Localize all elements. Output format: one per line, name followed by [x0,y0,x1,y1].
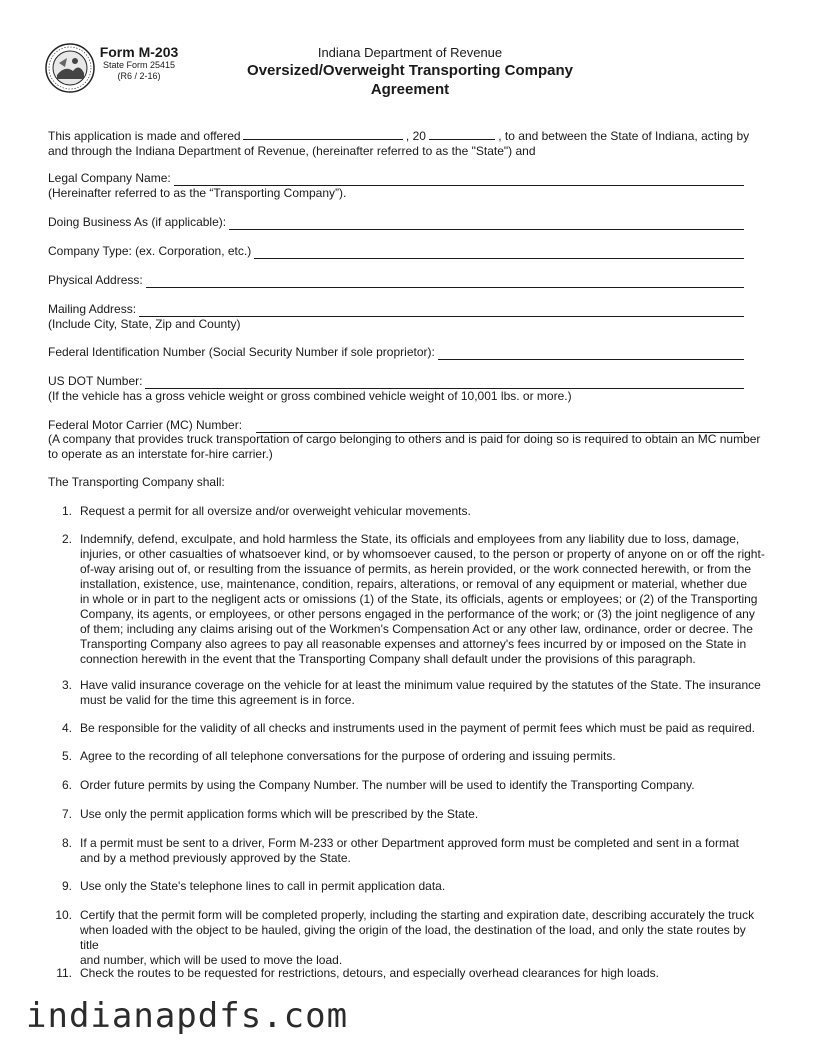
item-line: of them; including any claims arising out of the Workmen's Compensation Act or any other law, ordinance, order or decree. The [80,622,753,636]
fein-row [48,345,744,360]
item-text [72,778,766,793]
item-line: Agree to the recording of all telephone conversations for the purpose of ordering and issuing permits. [80,749,616,763]
item-text [72,908,766,968]
item-number: 1. [61,504,72,518]
mailing-address-label: Mailing Address: [48,302,137,316]
item-line: Indemnify, defend, exculpate, and hold harmless the State, its officials and employees from any liability due to loss, damage, [80,532,740,546]
shall-intro: The Transporting Company shall: [48,475,225,489]
state-form-number: State Form 25415 [102,60,176,70]
item-line: and number, which will be used to move the load. [80,953,343,967]
item-number: 3. [61,678,72,692]
item-text [72,966,766,981]
intro-paragraph [48,128,768,159]
item-line: Check the routes to be requested for restrictions, detours, and especially overhead clearances for high loads. [80,966,659,980]
document-title-line1: Oversized/Overweight Transporting Company [247,62,573,79]
list-item [48,678,766,708]
list-item [48,908,766,968]
dba-label: Doing Business As (if applicable): [48,215,227,229]
item-line: installation, existence, use, maintenance, condition, repairs, alterations, or removal of any equipment or material, whether due [80,577,748,591]
physical-address-row [48,273,744,288]
dba-field[interactable] [229,216,744,230]
list-item [48,879,766,894]
item-number: 10. [55,908,72,922]
legal-name-note: (Hereinafter referred to as the “Transporting Company”). [48,186,347,200]
item-number: 2. [61,532,72,546]
mc-note-line: (A company that provides truck transportation of cargo belonging to others and is paid for doing so is required to obtain an MC number [48,432,761,446]
mc-note [48,432,788,462]
company-type-row [48,244,744,259]
list-item [48,966,766,981]
item-text [72,749,766,764]
item-text [72,807,766,822]
list-item [48,778,766,793]
intro-text-3: , to and between the State of Indiana, acting by [498,129,750,143]
site-watermark: indianapdfs.com [26,996,349,1036]
intro-text-2: , 20 [405,129,426,143]
usdot-row [48,374,744,389]
physical-address-field[interactable] [146,274,744,288]
mc-field[interactable] [256,419,744,433]
company-type-field[interactable] [254,245,744,259]
fein-field[interactable] [438,346,744,360]
document-title-line2: Agreement [370,81,450,98]
item-number: 8. [61,836,72,850]
item-number: 11. [56,966,72,980]
physical-address-label: Physical Address: [48,273,143,287]
company-type-label: Company Type: (ex. Corporation, etc.) [48,244,252,258]
item-line: Be responsible for the validity of all checks and instruments used in the payment of permit fees which must be paid as required. [80,721,756,735]
item-line: Certify that the permit form will be completed properly, including the starting and expiration date, describing accurately the truck [80,908,755,922]
item-text [72,504,766,519]
list-item [48,504,766,519]
item-line: Transporting Company also agrees to pay all reasonable expenses and attorney's fees incurred by or imposed on the State in [80,637,747,651]
item-line: connection herewith in the event that the Transporting Company shall default under the provisions of this paragraph. [80,652,696,666]
intro-text-1: This application is made and offered [48,129,241,143]
item-line: Request a permit for all oversize and/or overweight vehicular movements. [80,504,471,518]
item-number: 9. [61,879,72,893]
form-number: Form M-203 [99,44,179,60]
application-year-field[interactable] [429,128,495,140]
item-text [72,678,766,708]
legal-name-label: Legal Company Name: [48,171,171,185]
usdot-label: US DOT Number: [48,374,143,388]
mailing-address-note: (Include City, State, Zip and County) [48,317,241,331]
state-seal-icon [45,43,95,93]
usdot-note: (If the vehicle has a gross vehicle weight or gross combined vehicle weight of 10,001 lbs. or more.) [48,389,572,403]
list-item [48,836,766,866]
mailing-address-row [48,302,744,317]
form-identifier [99,44,179,82]
legal-name-row [48,171,744,186]
item-number: 5. [61,749,72,763]
item-number: 6. [61,778,72,792]
item-line: Company, its agents, or employees, or other persons engaged in the performance of the work; or (3) the joint negligence of any [80,607,755,621]
item-line: Have valid insurance coverage on the vehicle for at least the minimum value required by the statutes of the State. The insurance [80,678,761,692]
item-text [72,879,766,894]
mc-label: Federal Motor Carrier (MC) Number: [48,418,243,432]
list-item [48,749,766,764]
document-header [210,45,610,99]
list-item [48,807,766,822]
application-date-field[interactable] [243,128,403,140]
mailing-address-field[interactable] [139,303,744,317]
list-item [48,721,766,736]
legal-name-field[interactable] [174,172,744,186]
item-line: If a permit must be sent to a driver, Form M-233 or other Department approved form must be completed and sent in a format [80,836,739,850]
item-line: must be valid for the time this agreement is in force. [80,693,355,707]
item-text [72,836,766,866]
fein-label: Federal Identification Number (Social Security Number if sole proprietor): [48,345,435,359]
department-name: Indiana Department of Revenue [317,45,503,60]
item-text [72,721,766,736]
dba-row [48,215,744,230]
mc-note-line: to operate as an interstate for-hire carrier.) [48,447,273,461]
item-number: 7. [61,807,72,821]
revision-date: (R6 / 2-16) [117,71,161,81]
item-line: of-way arising out of, or resulting from the issuance of permits, as herein provided, or the work connected herewith, or from the [80,562,751,576]
item-line: when loaded with the object to be hauled, giving the origin of the load, the destination of the load, and only the state routes by title [80,923,746,952]
usdot-field[interactable] [145,375,744,389]
item-line: in whole or in part to the negligent acts or omissions (1) of the State, its officials, agents or employees; or (2) of the Transporting [80,592,758,606]
item-line: and by a method previously approved by the State. [80,851,351,865]
item-line: Use only the permit application forms which will be prescribed by the State. [80,807,479,821]
item-number: 4. [61,721,72,735]
list-item [48,532,766,667]
item-text [72,532,766,667]
mc-row [48,418,744,433]
item-line: Order future permits by using the Company Number. The number will be used to identify the Transporting Company. [80,778,695,792]
item-line: injuries, or other casualties of whatsoever kind, or by whomsoever caused, to the person or property of anyone on or off the right- [80,547,765,561]
item-line: Use only the State's telephone lines to call in permit application data. [80,879,446,893]
intro-text-4: and through the Indiana Department of Revenue, (hereinafter referred to as the "State") and [48,144,536,158]
